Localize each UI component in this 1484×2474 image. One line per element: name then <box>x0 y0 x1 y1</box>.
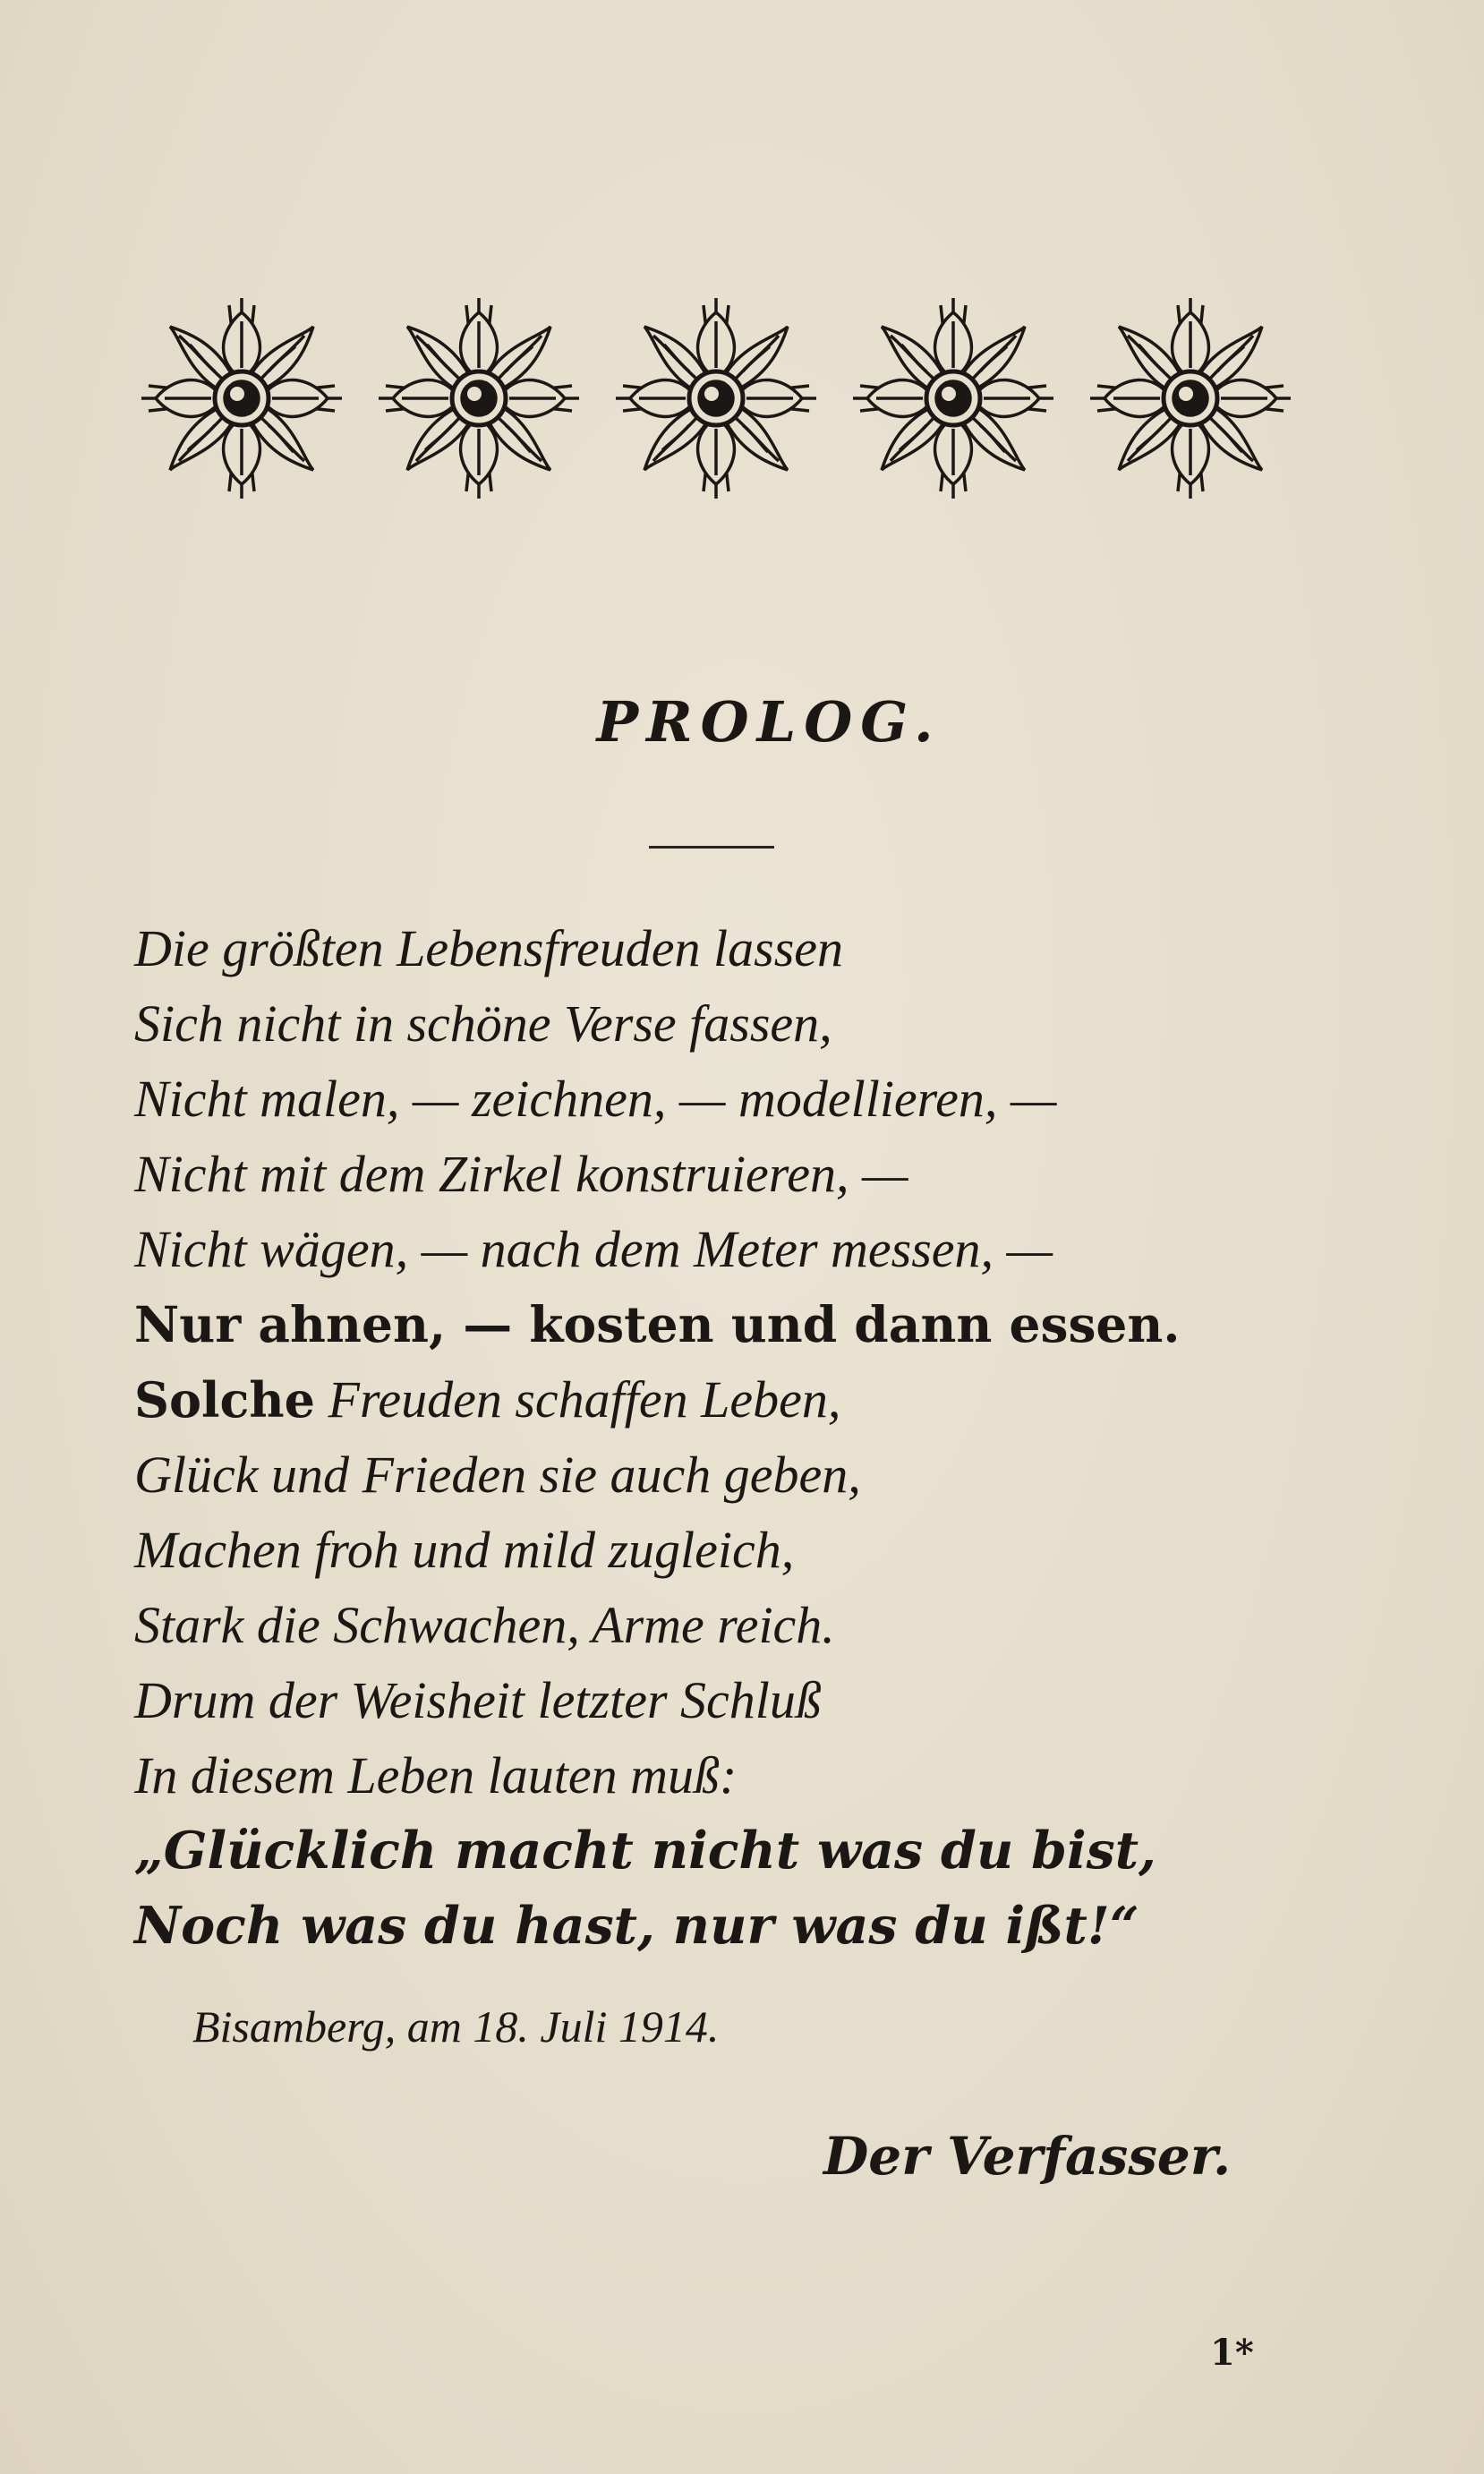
poem-line: Nur ahnen, — kosten und dann essen. <box>134 1295 1181 1353</box>
poem-line: Sich nicht in schöne Verse fassen, <box>134 994 832 1053</box>
rosette-ornament-icon <box>134 291 349 506</box>
page-number: 1* <box>1210 2332 1254 2374</box>
title-divider <box>649 846 774 849</box>
poem-line: Drum der Weisheit letzter Schluß <box>134 1671 822 1729</box>
rosette-ornament-icon <box>846 291 1061 506</box>
poem-line-rest: Freuden schaffen Leben, <box>315 1370 841 1429</box>
poem-line: Stark die Schwachen, Arme reich. <box>134 1596 835 1654</box>
ornament-row <box>134 291 1298 515</box>
poem-line: Noch was du hast, nur was du ißt!“ <box>134 1896 1139 1956</box>
poem-line: Machen froh und mild zugleich, <box>134 1521 795 1579</box>
poem <box>134 911 1387 1964</box>
rosette-ornament-icon <box>1083 291 1298 506</box>
poem-emphasis: Solche <box>134 1371 316 1429</box>
poem-line: Nicht mit dem Zirkel konstruieren, — <box>134 1145 908 1203</box>
poem-line <box>134 1362 1387 1437</box>
signature: Der Verfasser. <box>823 2126 1232 2187</box>
poem-line: Glück und Frieden sie auch geben, <box>134 1446 861 1504</box>
date-line: Bisamberg, am 18. Juli 1914. <box>192 2001 720 2052</box>
rosette-ornament-icon <box>371 291 586 506</box>
page-title: PROLOG. <box>596 689 942 755</box>
poem-line: Nicht malen, — zeichnen, — modellieren, — <box>134 1070 1057 1128</box>
rosette-ornament-icon <box>609 291 823 506</box>
poem-line: In diesem Leben lauten muß: <box>134 1746 738 1804</box>
poem-line: Die größten Lebensfreuden lassen <box>134 919 844 977</box>
poem-line: „Glücklich macht nicht was du bist, <box>134 1821 1156 1881</box>
poem-line: Nicht wägen, — nach dem Meter messen, — <box>134 1220 1053 1278</box>
